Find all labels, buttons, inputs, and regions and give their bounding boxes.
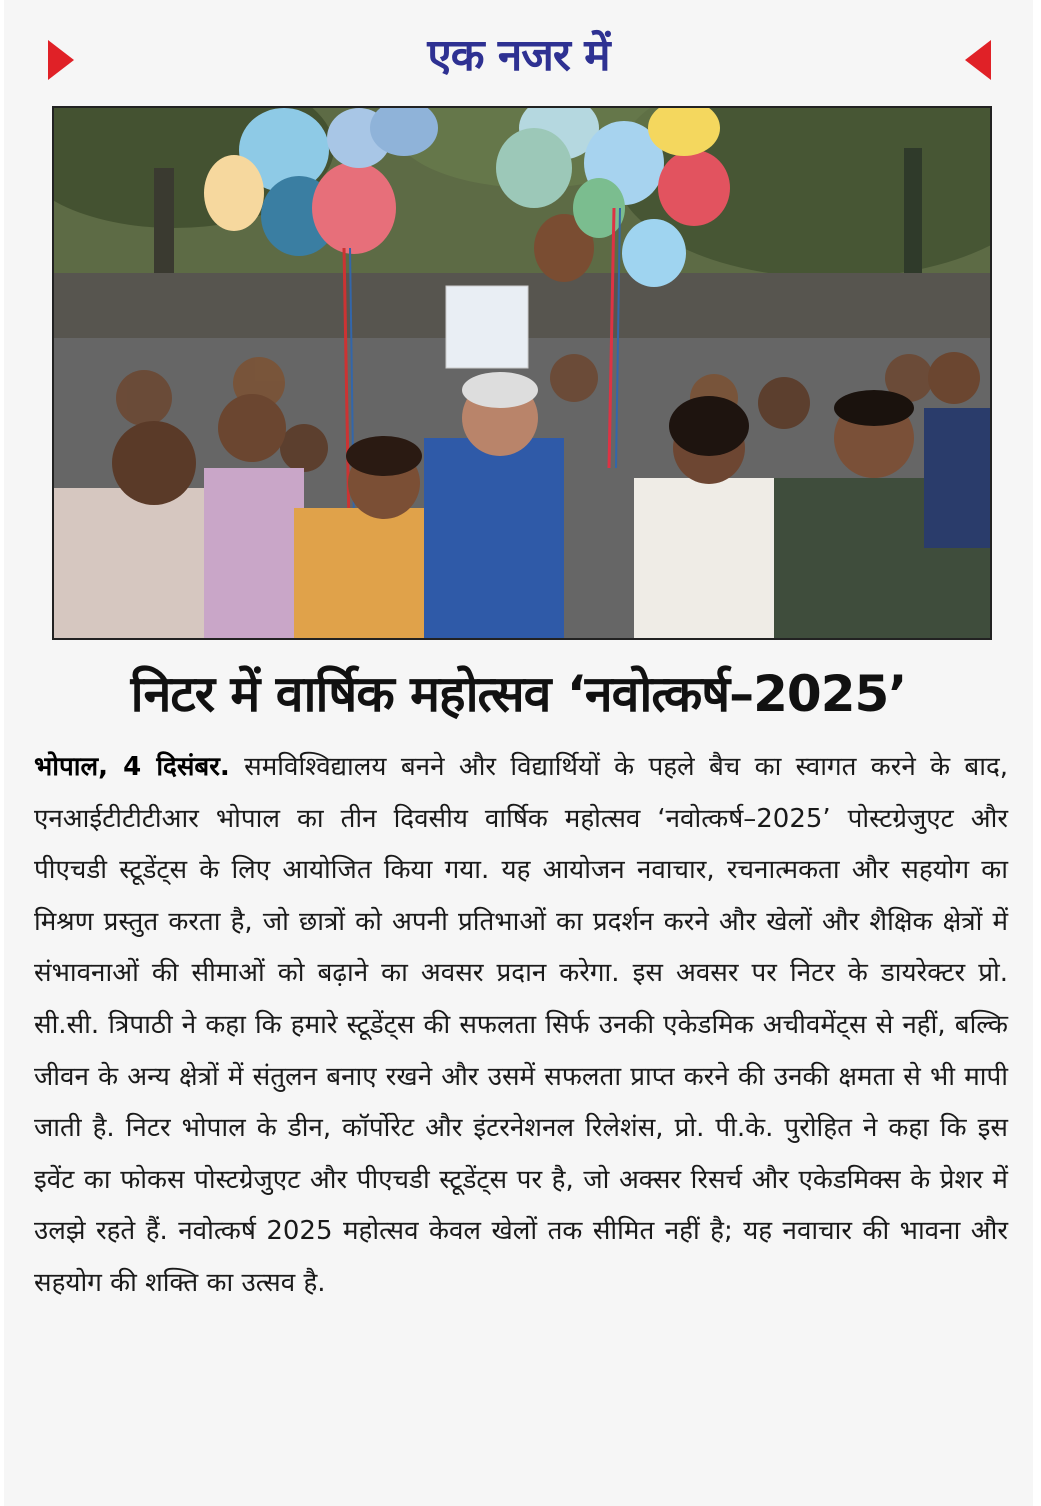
event-banner-icon: [446, 286, 528, 368]
event-photo: [52, 106, 992, 640]
event-photo-illustration: [54, 108, 990, 638]
dateline: भोपाल, 4 दिसंबर.: [34, 752, 230, 782]
article-body: [34, 742, 1008, 1310]
section-title: एक नजर में: [427, 30, 610, 81]
section-header: [4, 18, 1033, 96]
newspaper-clipping: [4, 0, 1033, 1506]
article-text: समविश्विद्यालय बनने और विद्यार्थियों के पहले बैच का स्वागत करने के बाद, एनआईटीटीटीआर भोपाल का तीन दिवसीय वार्षिक महोत्सव ‘नवोत्कर्ष–2025’ पोस्टग्रेजुएट और पीएचडी स्टूडेंट्स के लिए आयोजित किया गया. यह आयोजन नवाचार, रचनात्मकता और सहयोग का मिश्रण प्रस्तुत करता है, जो छात्रों को अपनी प्रतिभाओं का प्रदर्शन करने और खेलों और शैक्षिक क्षेत्रों में संभावनाओं की सीमाओं को बढ़ाने का अवसर प्रदान करेगा. इस अवसर पर निटर के डायरेक्टर प्रो. सी.सी. त्रिपाठी ने कहा कि हमारे स्टूडेंट्स की सफलता सिर्फ उनकी एकेडमिक अचीवमेंट्स से नहीं, बल्कि जीवन के अन्य क्षेत्रों में संतुलन बनाए रखने और उसमें सफलता प्राप्त करने की उनकी क्षमता से भी मापी जाती है. निटर भोपाल के डीन, कॉर्पोरेट और इंटरनेशनल रिलेशंस, प्रो. पी.के. पुरोहित ने कहा कि इस इवेंट का फोकस पोस्टग्रेजुएट और पीएचडी स्टूडेंट्स पर है, जो अक्सर रिसर्च और एकेडमिक्स के प्रेशर में उलझे रहते हैं. नवोत्कर्ष 2025 महोत्सव केवल खेलों तक सीमित नहीं है; यह नवाचार की भावना और सहयोग की शक्ति का उत्सव है.: [34, 752, 1009, 1298]
headline: निटर में वार्षिक महोत्सव ‘नवोत्कर्ष–2025’: [130, 665, 907, 723]
arrow-right-icon: [965, 40, 991, 80]
